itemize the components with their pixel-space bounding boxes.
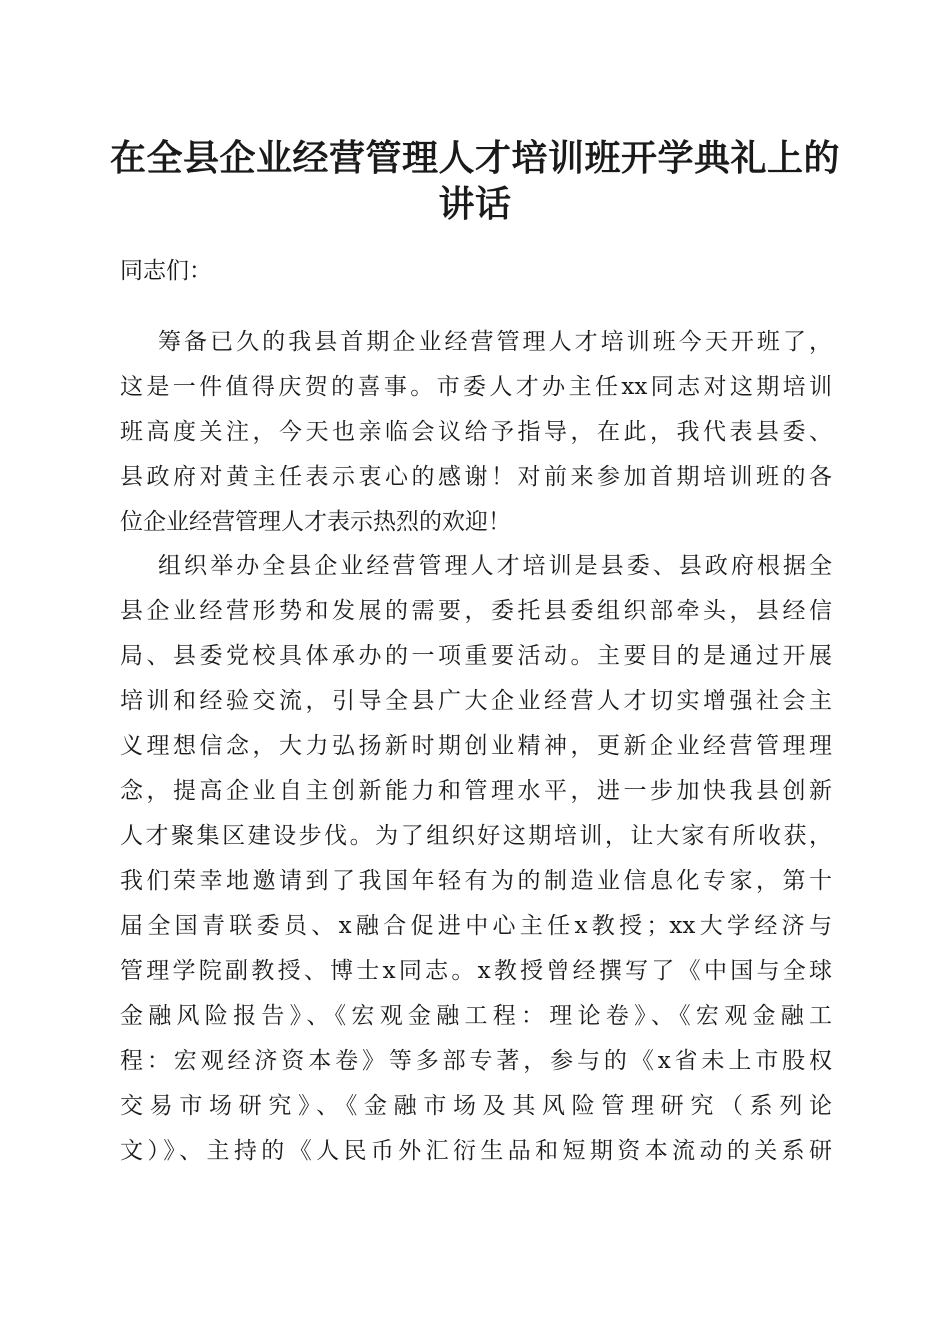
document-title-line-2: 讲话 [438,183,512,225]
document-title-line-1: 在全县企业经营管理人才培训班开学典礼上的 [109,137,840,179]
body-line: 金融风险报告》、《宏观金融工程：理论卷》、《宏观金融工 [120,1003,832,1029]
body-line: 念，提高企业自主创新能力和管理水平，进一步加快我县创新 [120,778,832,804]
body-line: 管理学院副教授、博士x同志。x教授曾经撰写了《中国与全球 [120,958,832,984]
body-line: 程：宏观经济资本卷》等多部专著，参与的《x省未上市股权 [120,1048,832,1074]
body-line: 县企业经营形势和发展的需要，委托县委组织部牵头，县经信 [120,598,832,624]
body-line: 组织举办全县企业经营管理人才培训是县委、县政府根据全 [158,553,832,579]
body-line: 班高度关注，今天也亲临会议给予指导，在此，我代表县委、 [120,419,832,445]
body-line: 届全国青联委员、x融合促进中心主任x教授；xx大学经济与 [120,913,832,939]
body-line: 文）》、主持的《人民币外汇衍生品和短期资本流动的关系研 [120,1138,832,1164]
body-line: 人才聚集区建设步伐。为了组织好这期培训，让大家有所收获， [120,823,832,849]
body-line: 交易市场研究》、《金融市场及其风险管理研究（系列论 [120,1093,832,1119]
body-line: 局、县委党校具体承办的一项重要活动。主要目的是通过开展 [120,643,832,669]
body-line: 筹备已久的我县首期企业经营管理人才培训班今天开班了， [158,329,832,355]
body-line: 培训和经验交流，引导全县广大企业经营人才切实增强社会主 [120,688,832,714]
salutation: 同志们： [120,258,212,284]
body-line: 位企业经营管理人才表示热烈的欢迎！ [120,509,511,535]
body-line: 我们荣幸地邀请到了我国年轻有为的制造业信息化专家，第十 [120,868,832,894]
body-line: 县政府对黄主任表示衷心的感谢！对前来参加首期培训班的各 [120,464,832,490]
body-line: 这是一件值得庆贺的喜事。市委人才办主任xx同志对这期培训 [120,374,832,400]
body-line: 义理想信念，大力弘扬新时期创业精神，更新企业经营管理理 [120,733,832,759]
